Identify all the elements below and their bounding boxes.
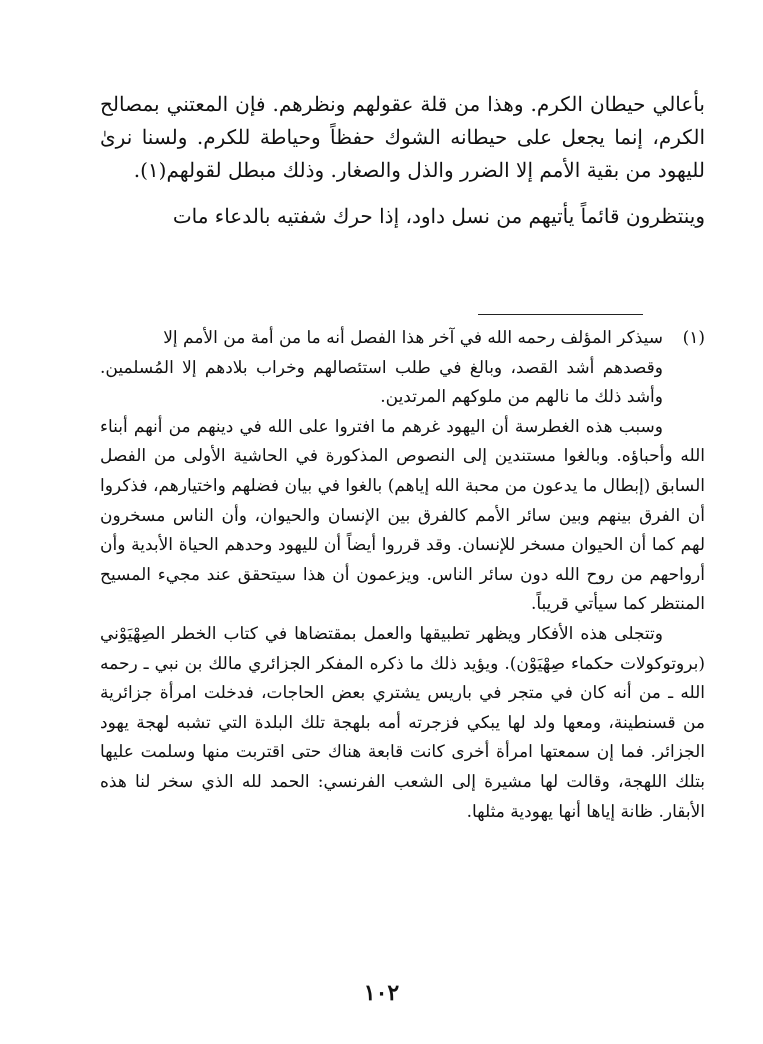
footnote-separator: [478, 314, 643, 315]
main-text: [100, 88, 705, 233]
footnote-1-text-a: سيذكر المؤلف رحمه الله في آخر هذا الفصل أنه ما من أمة من الأمم إلا: [163, 328, 663, 348]
footnote-paragraph-3: وتتجلى هذه الأفكار ويظهر تطبيقها والعمل بمقتضاها في كتاب الخطر الصِهْيَوْني (بروتوكولات حكماء صِهْيَوْن). ويؤيد ذلك ما ذكره المفكر الجزائري مالك بن نبي ـ رحمه الله ـ من أنه كان في متجر في باريس يشتري بعض الحاجات، فدخلت امرأة جزائرية من قسنطينة، ومعها ولد لها يبكي فزجرته أمه بلهجة تلك البلدة التي تشبه لهجة يهود الجزائر. فما إن سمعتها امرأة أخرى كانت قابعة هناك حتى اقتربت منها وسلمت عليها بتلك اللهجة، وقالت لها مشيرة إلى الشعب الفرنسي: الحمد لله الذي سخر لنا هذه الأبقار. ظانة إياها أنها يهودية مثلها.: [100, 623, 705, 822]
footnote-1-text-b: وقصدهم أشد القصد، وبالغ في طلب استئصالهم وخراب بلادهم إلا المُسلمين. وأشد ذلك ما نالهم من ملوكهم المرتدين.: [100, 357, 663, 408]
footnote-paragraph-2: وسبب هذه الغطرسة أن اليهود غرهم ما افتروا على الله في دينهم من أنهم أبناء الله وأحباؤه. وبالغوا مستندين إلى النصوص المذكورة في الحاشية الأولى من الفصل السابق (إبطال ما يدعون من محبة الله إياهم) بالغوا في بيان فضلهم واختيارهم، فذكروا أن الفرق بينهم وبين سائر الأمم كالفرق بين الإنسان والحيوان، وأن الناس مسخرون لهم كما أن الحيوان مسخر للإنسان. وقد قرروا أيضاً أن لليهود وحدهم الحياة الأبدية وأن أرواحهم من روح الله دون سائر الناس. ويزعمون أن هذا سيتحقق عند مجيء المسيح المنتظر كما سيأتي قريباً.: [100, 416, 705, 615]
main-paragraph-2: وينتظرون قائماً يأتيهم من نسل داود، إذا حرك شفتيه بالدعاء مات: [172, 204, 705, 228]
footnote-number: (١): [682, 328, 705, 348]
footnotes: [100, 324, 705, 827]
main-paragraph-1: بأعالي حيطان الكرم. وهذا من قلة عقولهم ونظرهم. فإن المعتني بمصالح الكرم، إنما يجعل على حيطانه الشوك حفظاً وحياطة للكرم. ولسنا نرىٰ لليهود من بقية الأمم إلا الضرر والذل والصغار. وذلك مبطل لقولهم(١).: [100, 92, 705, 182]
page-number: ١٠٢: [363, 980, 400, 1006]
footnote-1-first-line: [100, 324, 705, 354]
